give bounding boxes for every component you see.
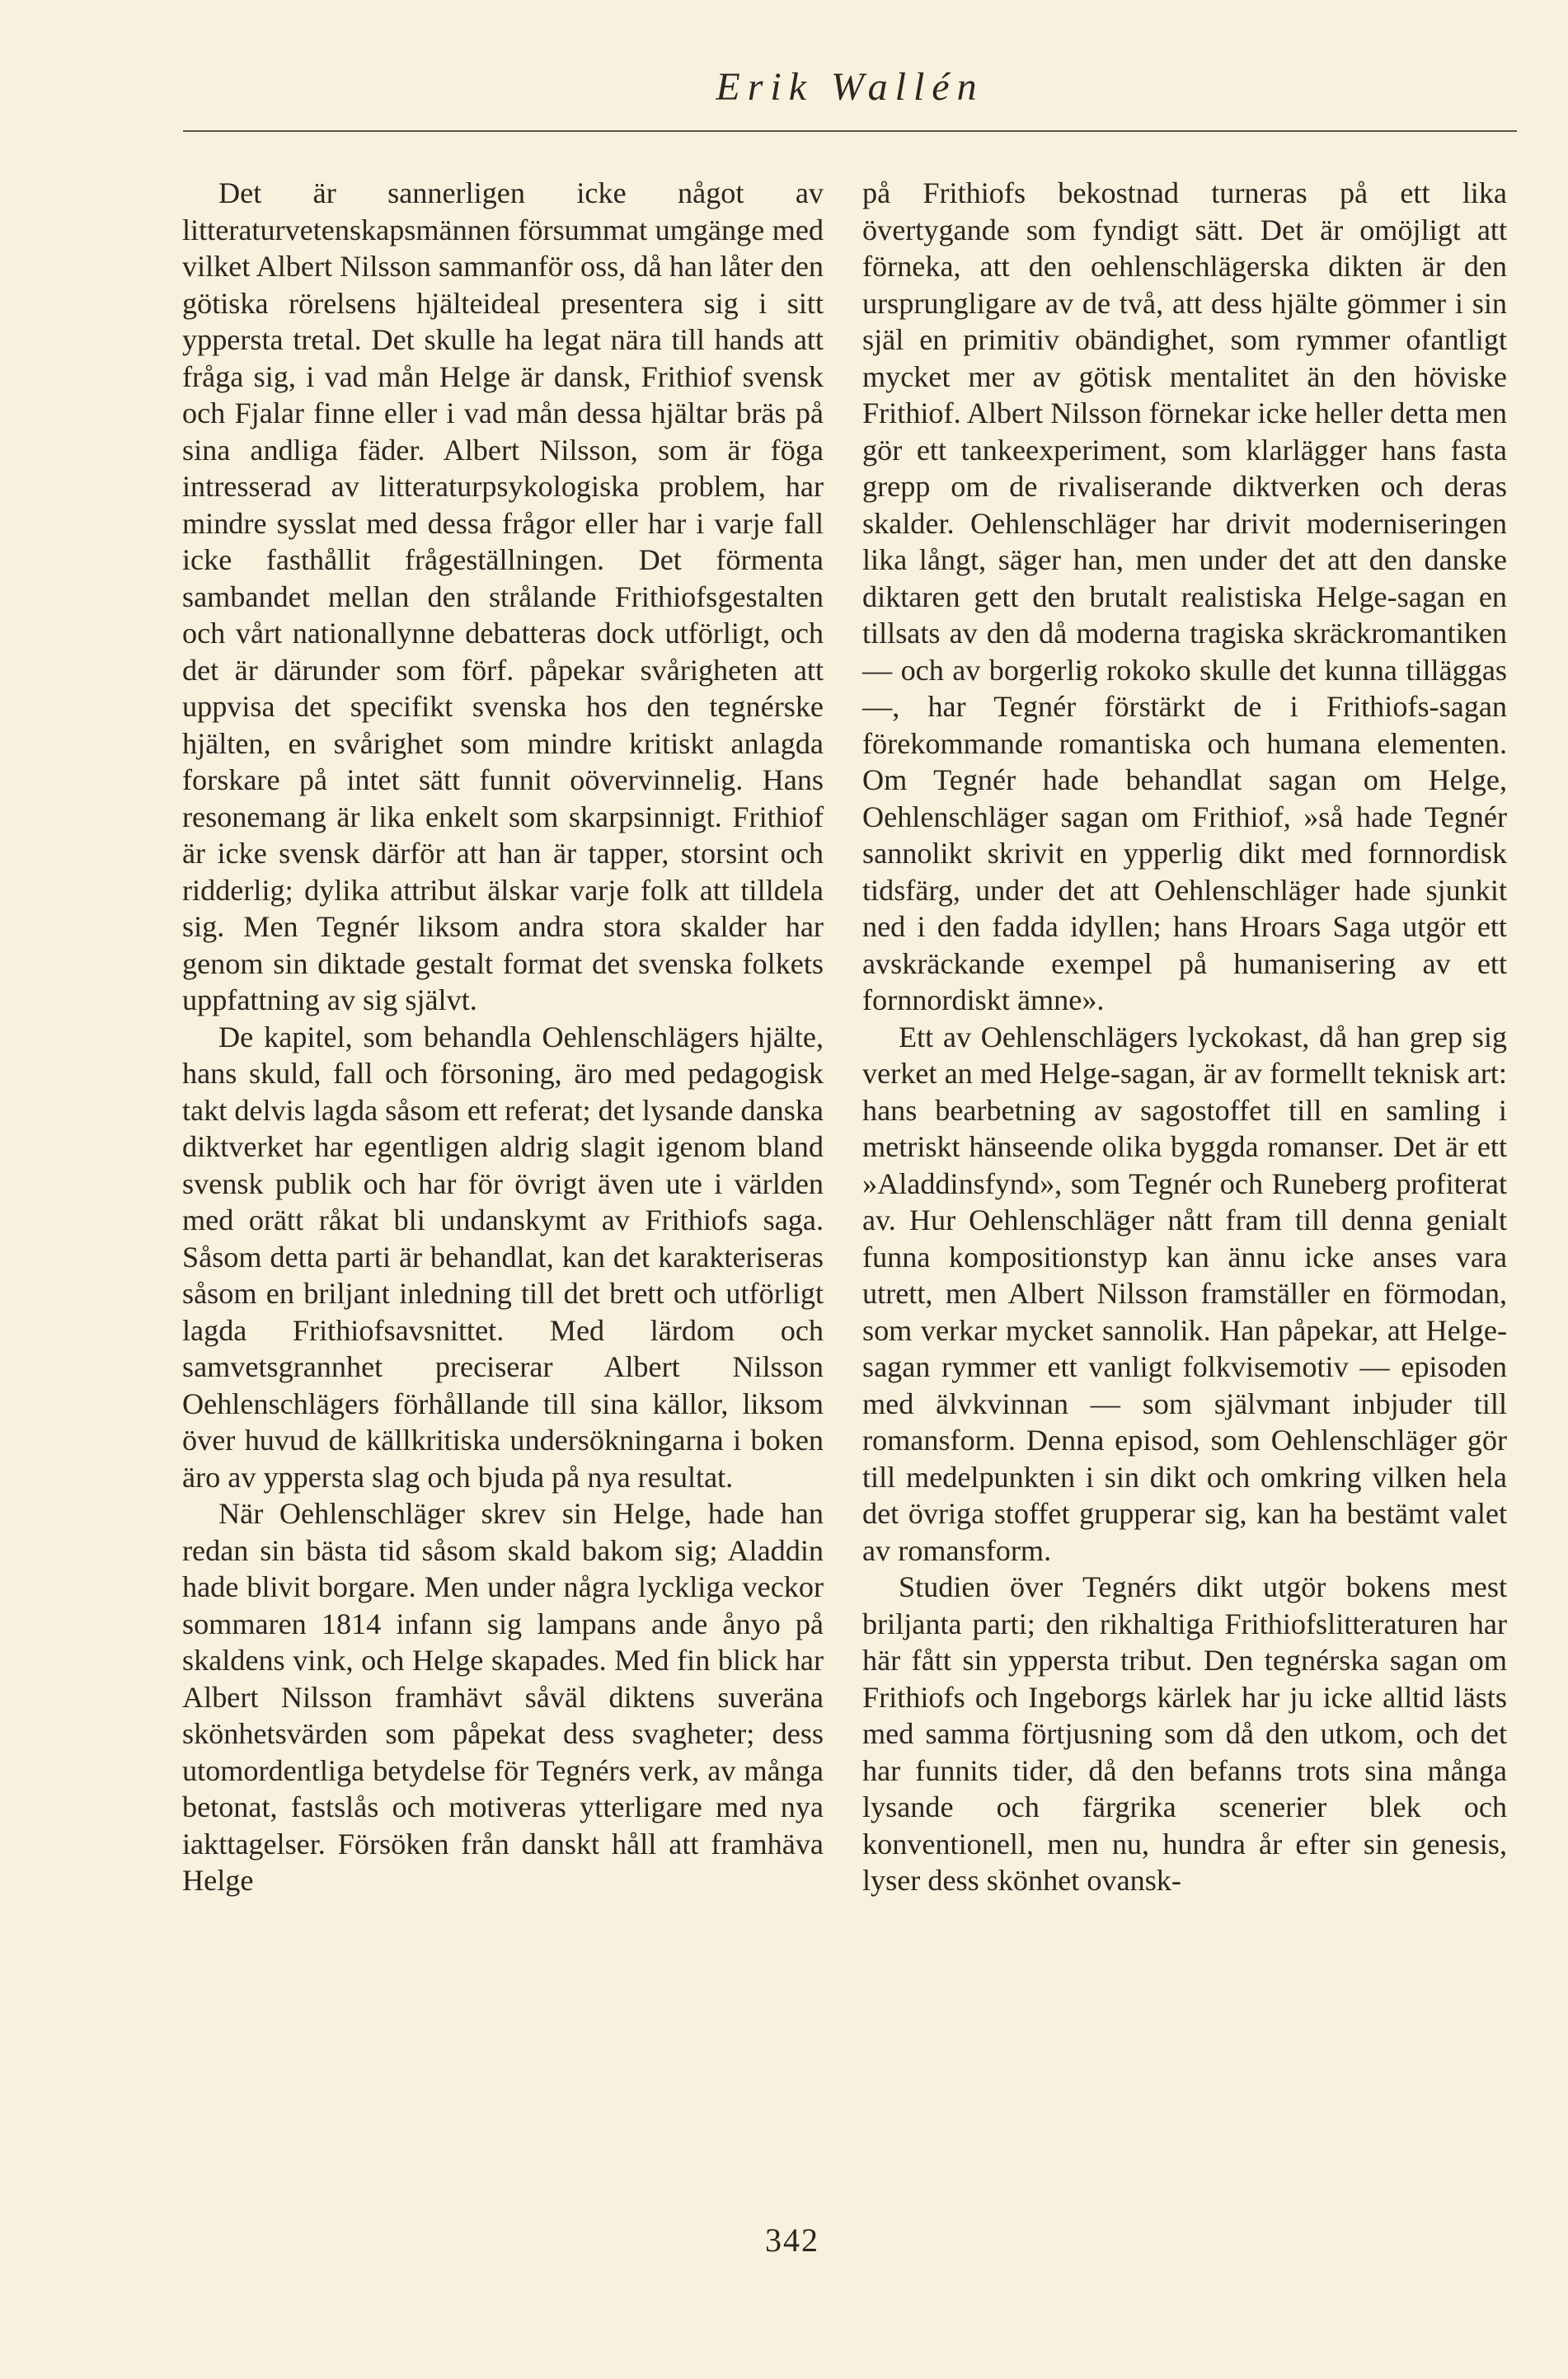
paragraph-continued: på Frithiofs bekostnad turneras på ett lika övertygande som fyndigt sätt. Det är omöjligt att förneka, att den oehlenschlägerska dikten är den ursprungligare av de två, att dess hjälte gömmer i sin själ en primitiv obändighet, som rymmer ofantligt mycket mer av götisk mentalitet än den höviske Frithiof. Albert Nilsson förnekar icke heller detta men gör ett tankeexperiment, som klarlägger hans fasta grepp om de rivaliserande diktverken och deras skalder. Oehlenschläger har drivit moderniseringen lika långt, säger han, men under det att den danske diktaren gett den brutalt realistiska Helge-sagan en tillsats av den då moderna tragiska skräckromantiken — och av borgerlig rokoko skulle det kunna tilläggas —, har Tegnér förstärkt de i Frithiofs-sagan förekommande romantiska och humana elementen. Om Tegnér hade behandlat sagan om Helge, Oehlenschläger sagan om Frithiof, »så hade Tegnér sannolikt skrivit en ypperlig dikt med fornnordisk tidsfärg, under det att Oehlenschläger hade sjunkit ned i den fadda idyllen; hans Hroars Saga utgör ett avskräckande exempel på humanisering av ett fornnordiskt ämne».: [862, 176, 1507, 1016]
paragraph: De kapitel, som behandla Oehlenschlägers hjälte, hans skuld, fall och försoning, äro med pedagogisk takt delvis lagda såsom ett referat; det lysande danska diktverket har egentligen aldrig slagit igenom bland svensk publik och har för övrigt även ute i världen med orätt råkat bli undanskymt av Frithiofs saga. Såsom detta parti är behandlat, kan det karakteriseras såsom en briljant inledning till det brett och utförligt lagda Frithiofsavsnittet. Med lärdom och samvetsgrannhet preciserar Albert Nilsson Oehlenschlägers förhållande till sina källor, liksom över huvud de källkritiska undersökningarna i boken äro av yppersta slag och bjuda på nya resultat.: [182, 1020, 824, 1494]
paragraph: När Oehlenschläger skrev sin Helge, hade han redan sin bästa tid såsom skald bakom sig; Aladdin hade blivit borgare. Men under några lyckliga veckor sommaren 1814 infann sig lampans ande ånyo på skaldens vink, och Helge skapades. Med fin blick har Albert Nilsson framhävt såväl diktens suveräna skönhetsvärden som påpekat dess svagheter; dess utomordentliga betydelse för Tegnérs verk, av många betonat, fastslås och motiveras ytterligare med nya iakttagelser. Försöken från danskt håll att framhäva Helge: [182, 1497, 824, 1897]
right-column: [862, 175, 1507, 1899]
paragraph: Ett av Oehlenschlägers lyckokast, då han grep sig verket an med Helge-sagan, är av formellt teknisk art: hans bearbetning av sagostoffet till en samling i metriskt hänseende olika byggda romanser. Det är ett »Aladdinsfynd», som Tegnér och Runeberg profiterat av. Hur Oehlenschläger nått fram till denna genialt funna kompositionstyp kan ännu icke anses vara utrett, men Albert Nilsson framställer en förmodan, som verkar mycket sannolik. Han påpekar, att Helge-sagan rymmer ett vanligt folkvisemotiv — episoden med älvkvinnan — som självmant inbjuder till romansform. Denna episod, som Oehlenschläger gör till medelpunkten i sin dikt och omkring vilken hela det övriga stoffet grupperar sig, kan ha bestämt valet av romansform.: [862, 1020, 1507, 1567]
left-column: [182, 175, 824, 1899]
paragraph: Det är sannerligen icke något av litteraturvetenskapsmännen försummat umgänge med vilket Albert Nilsson sammanför oss, då han låter den götiska rörelsens hjälteideal presentera sig i sitt yppersta tretal. Det skulle ha legat nära till hands att fråga sig, i vad mån Helge är dansk, Frithiof svensk och Fjalar finne eller i vad mån dessa hjältar bräs på sina andliga fäder. Albert Nilsson, som är föga intresserad av litteraturpsykologiska problem, har mindre sysslat med dessa frågor eller har i varje fall icke fasthållit frågeställningen. Det förmenta sambandet mellan den strålande Frithiofsgestalten och vårt nationallynne debatteras dock utförligt, och det är därunder som förf. påpekar svårigheten att uppvisa det specifikt svenska hos den tegnérske hjälten, en svårighet som mindre kritiskt anlagda forskare på intet sätt funnit oövervinnelig. Hans resonemang är lika enkelt som skarpsinnigt. Frithiof är icke svensk därför att han är tapper, storsint och ridderlig; dylika attribut älskar varje folk att tilldela sig. Men Tegnér liksom andra stora skalder har genom sin diktade gestalt format det svenska folkets uppfattning av sig självt.: [182, 176, 824, 1016]
header-rule: [183, 130, 1517, 132]
running-head-author: Erik Wallén: [716, 65, 984, 109]
paragraph: Studien över Tegnérs dikt utgör bokens mest briljanta parti; den rikhaltiga Frithiofslitteraturen har här fått sin yppersta tribut. Den tegnérska sagan om Frithiofs och Ingeborgs kärlek har ju icke alltid lästs med samma förtjusning som då den utkom, och det har funnits tider, då den befanns trots sina många lysande och färgrika scenerier blek och konventionell, men nu, hundra år efter sin genesis, lyser dess skönhet ovansk-: [862, 1570, 1507, 1897]
page-number: 342: [765, 2222, 819, 2259]
